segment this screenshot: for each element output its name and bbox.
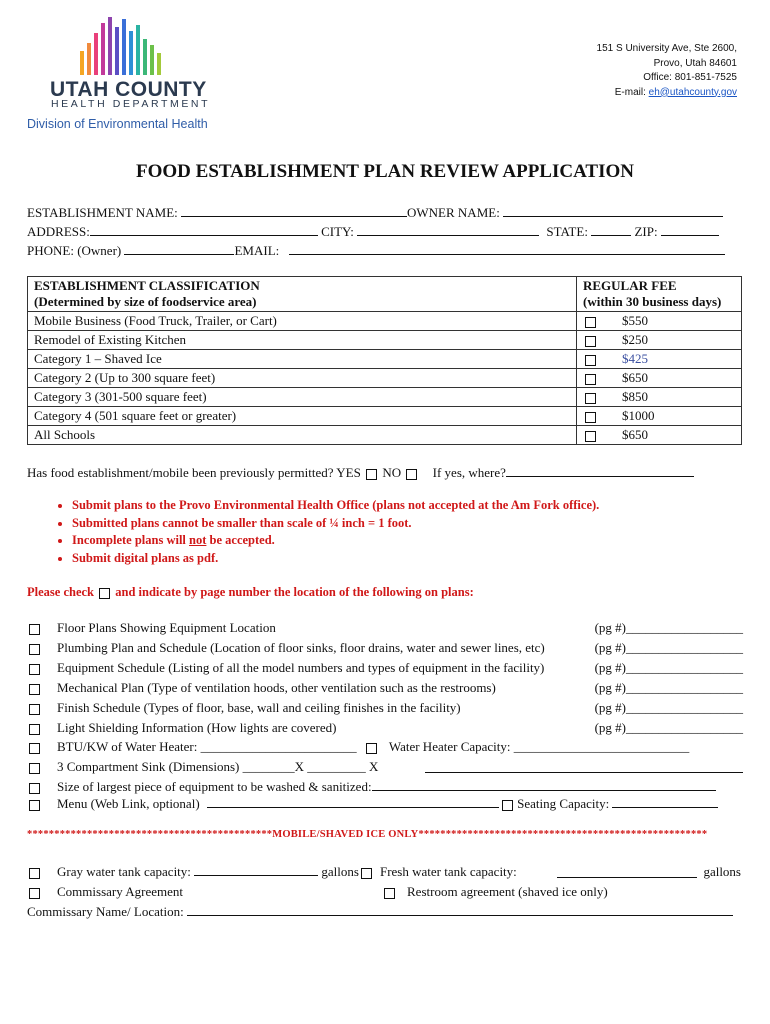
fee-cell: $650 [577, 426, 742, 445]
address-line: Office: 801-851-7525 [643, 72, 737, 83]
permitted-question: Has food establishment/mobile been previously permitted? [27, 465, 334, 480]
gallons-label: gallons [703, 864, 741, 879]
plan-item-light [27, 718, 743, 737]
phone-field[interactable] [124, 241, 234, 255]
plan-item-btu [27, 737, 743, 756]
state-label: STATE: [546, 224, 588, 239]
mobile-banner: *********************************************MOBILE/SHAVED ICE ONLY***************************************************** [27, 829, 708, 840]
no-checkbox[interactable] [406, 469, 417, 480]
email-field-label: EMAIL: [234, 243, 280, 258]
fee-checkbox[interactable] [585, 317, 596, 328]
menu-field[interactable] [207, 794, 499, 808]
address-row [27, 222, 743, 239]
seating-field[interactable] [612, 794, 718, 808]
plan-label: Floor Plans Showing Equipment Location [57, 620, 276, 635]
city-label: CITY: [321, 224, 354, 239]
plan-page-field[interactable]: (pg #)__________________ [594, 620, 743, 635]
fee-cell: $550 [577, 312, 742, 331]
where-field[interactable] [506, 463, 694, 477]
classification-label: Mobile Business (Food Truck, Trailer, or Cart) [28, 312, 577, 331]
classification-label: Category 2 (Up to 300 square feet) [28, 369, 577, 388]
gray-water-checkbox[interactable] [29, 868, 40, 879]
zip-field[interactable] [661, 222, 719, 236]
table-row [28, 407, 742, 426]
fee-checkbox[interactable] [585, 374, 596, 385]
no-label: NO [382, 465, 402, 480]
plan-page-field[interactable]: (pg #)__________________ [594, 720, 743, 735]
contact-address [597, 42, 737, 100]
plan-label: Finish Schedule (Types of floor, base, wall and ceiling finishes in the facility) [57, 700, 461, 715]
logo-title: UTAH COUNTY [50, 78, 207, 101]
permitted-row [27, 463, 743, 480]
sink-field[interactable] [425, 759, 743, 773]
yes-checkbox[interactable] [366, 469, 377, 480]
classification-table [27, 276, 742, 445]
utah-county-logo-icon [78, 15, 182, 79]
plan-checkbox[interactable] [29, 724, 40, 735]
fee-cell: $425 [577, 350, 742, 369]
plan-checkbox[interactable] [29, 664, 40, 675]
commissary-name-label: Commissary Name/ Location: [27, 904, 184, 919]
plan-page-field[interactable]: (pg #)__________________ [594, 680, 743, 695]
commissary-label: Commissary Agreement [57, 884, 184, 899]
plan-page-field[interactable]: (pg #)__________________ [594, 660, 743, 675]
commissary-row [27, 882, 743, 901]
plan-label: Equipment Schedule (Listing of all the model numbers and types of equipment in the facility) [57, 660, 545, 675]
fee-cell: $650 [577, 369, 742, 388]
email-field[interactable] [289, 241, 725, 255]
plan-item-finish [27, 698, 743, 717]
fresh-water-field[interactable] [557, 864, 697, 878]
division-name: Division of Environmental Health [27, 117, 208, 131]
table-row [28, 331, 742, 350]
owner-name-label: OWNER NAME: [407, 205, 500, 220]
plan-checkbox[interactable] [29, 684, 40, 695]
restroom-label: Restroom agreement (shaved ice only) [407, 884, 608, 899]
table-row [28, 350, 742, 369]
notice-list [52, 497, 599, 567]
fee-cell: $250 [577, 331, 742, 350]
plan-checkbox[interactable] [29, 743, 40, 754]
fee-cell: $850 [577, 388, 742, 407]
commissary-name-field[interactable] [187, 902, 733, 916]
seating-checkbox[interactable] [502, 800, 513, 811]
email-label: E-mail: [614, 86, 649, 98]
phone-label: PHONE: (Owner) [27, 243, 122, 258]
classification-label: All Schools [28, 426, 577, 445]
zip-label: ZIP: [634, 224, 658, 239]
logo-subtitle: HEALTH DEPARTMENT [51, 98, 211, 110]
fresh-water-checkbox[interactable] [361, 868, 372, 879]
plan-item-sink [27, 757, 743, 776]
plan-item-mechanical [27, 678, 743, 697]
page-title: FOOD ESTABLISHMENT PLAN REVIEW APPLICATION [136, 161, 634, 182]
size-field[interactable] [372, 777, 716, 791]
gray-water-field[interactable] [194, 862, 318, 876]
size-label: Size of largest piece of equipment to be washed & sanitized: [57, 779, 372, 794]
water-heater-label: Water Heater Capacity: ___________________________ [388, 739, 690, 754]
sink-label: 3 Compartment Sink (Dimensions) ________X _________ X [57, 759, 379, 774]
phone-email-row [27, 241, 743, 258]
btu-label: BTU/KW of Water Heater: ________________________ [57, 739, 357, 754]
table-header-row [28, 277, 742, 312]
plan-checkbox[interactable] [29, 763, 40, 774]
address-label: ADDRESS: [27, 224, 90, 239]
address-field[interactable] [90, 222, 318, 236]
menu-label: Menu (Web Link, optional) [57, 796, 200, 811]
plan-label: Mechanical Plan (Type of ventilation hoods, other ventilation such as the restrooms) [57, 680, 496, 695]
notice-item: • Submit digital plans as pdf. [72, 550, 599, 568]
establishment-owner-row [27, 203, 743, 220]
fee-checkbox[interactable] [585, 412, 596, 423]
commissary-name-row [27, 902, 743, 921]
plan-checkbox[interactable] [29, 783, 40, 794]
classification-label: Category 1 – Shaved Ice [28, 350, 577, 369]
classification-header: ESTABLISHMENT CLASSIFICATION (Determined by size of foodservice area) [28, 277, 577, 312]
state-field[interactable] [591, 222, 631, 236]
fresh-water-label: Fresh water tank capacity: [379, 864, 517, 879]
notice-item: • Submit plans to the Provo Environmental Health Office (plans not accepted at the Am Fork office). [72, 497, 599, 515]
classification-label: Category 4 (501 square feet or greater) [28, 407, 577, 426]
plan-label: Plumbing Plan and Schedule (Location of floor sinks, floor drains, water and sewer lines, etc) [57, 640, 545, 655]
plan-item-plumbing [27, 638, 743, 657]
plan-checkbox[interactable] [29, 644, 40, 655]
table-row [28, 426, 742, 445]
plan-page-field[interactable]: (pg #)__________________ [594, 700, 743, 715]
city-field[interactable] [357, 222, 539, 236]
establishment-name-field[interactable] [181, 203, 407, 217]
plan-page-field[interactable]: (pg #)__________________ [594, 640, 743, 655]
address-line: 151 S University Ave, Ste 2600, [596, 43, 737, 54]
plan-checkbox[interactable] [29, 624, 40, 635]
fee-checkbox[interactable] [585, 393, 596, 404]
table-row [28, 312, 742, 331]
seating-label: Seating Capacity: [517, 796, 610, 811]
table-row [28, 369, 742, 388]
water-heater-checkbox[interactable] [366, 743, 377, 754]
gray-water-label: Gray water tank capacity: [57, 864, 191, 879]
notice-item: • Incomplete plans will not be accepted. [72, 532, 599, 550]
fee-checkbox[interactable] [585, 355, 596, 366]
restroom-item [382, 882, 608, 901]
gray-water-row [27, 862, 743, 881]
plan-checkbox[interactable] [29, 704, 40, 715]
where-label: If yes, where? [432, 465, 506, 480]
plan-label: Light Shielding Information (How lights are covered) [57, 720, 337, 735]
owner-name-field[interactable] [503, 203, 723, 217]
fee-cell: $1000 [577, 407, 742, 426]
email-link[interactable]: eh@utahcounty.gov [648, 86, 737, 98]
plan-item-menu [27, 794, 743, 813]
table-row [28, 388, 742, 407]
commissary-checkbox[interactable] [29, 888, 40, 899]
notice-item: • Submitted plans cannot be smaller than scale of ¼ inch = 1 foot. [72, 515, 599, 533]
check-instruction: Please check and indicate by page number the location of the following on plans: [27, 585, 474, 599]
plan-checkbox[interactable] [29, 800, 40, 811]
gallons-label: gallons [321, 864, 359, 879]
restroom-checkbox[interactable] [384, 888, 395, 899]
plan-item-equipment [27, 658, 743, 677]
fee-checkbox[interactable] [585, 431, 596, 442]
fee-header: REGULAR FEE (within 30 business days) [577, 277, 742, 312]
classification-label: Remodel of Existing Kitchen [28, 331, 577, 350]
establishment-name-label: ESTABLISHMENT NAME: [27, 205, 178, 220]
plan-item-floor [27, 618, 743, 637]
checkbox-icon [99, 588, 110, 599]
yes-label: YES [336, 465, 361, 480]
address-line: Provo, Utah 84601 [653, 57, 737, 69]
classification-label: Category 3 (301-500 square feet) [28, 388, 577, 407]
fee-checkbox[interactable] [585, 336, 596, 347]
